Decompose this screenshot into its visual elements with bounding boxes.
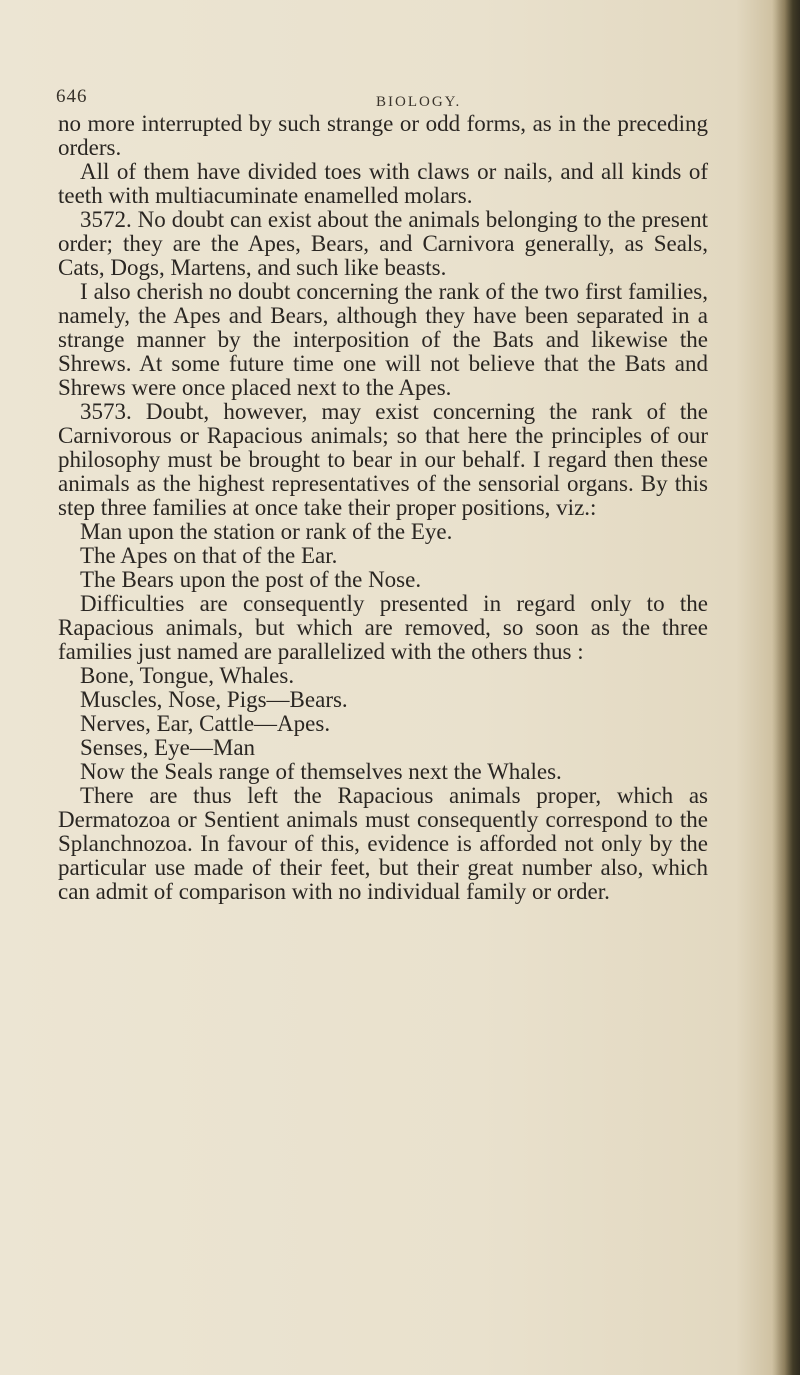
list-line: Bone, Tongue, Whales. [80,663,295,688]
list-line: Man upon the station or rank of the Eye. [80,519,453,544]
paragraph: Difficulties are consequently presented in regard only to the Rapacious animals, but which are removed, so soon as the three families just named are parallelized with the others thus : [58,591,708,664]
paragraph: no more interrupted by such strange or odd forms, as in the preceding orders. [58,111,708,160]
paragraph: I also cherish no doubt concerning the rank of the two first families, namely, the Apes and Bears, although they have been separated in a strange manner by the interposition of the Bats and likewise the Shrews. At some future time one will not believe that the Bats and Shrews were once placed next to the Apes. [58,279,708,400]
running-head: BIOLOGY. [376,94,462,110]
paragraph: 3573. Doubt, however, may exist concerning the rank of the Carnivorous or Rapacious animals; so that here the principles of our philosophy must be brought to bear in our behalf. I regard then these animals as the highest representatives of the sensorial organs. By this step three families at once take their proper positions, viz.: [58,399,708,520]
list-line: The Bears upon the post of the Nose. [80,567,422,592]
list-line: Senses, Eye—Man [80,735,256,760]
list-line: The Apes on that of the Ear. [80,543,338,568]
list-line: Muscles, Nose, Pigs—Bears. [80,687,348,712]
paragraph: All of them have divided toes with claws or nails, and all kinds of teeth with multiacuminate enamelled molars. [58,159,708,208]
page-binding-edge [772,0,800,1375]
paragraph: There are thus left the Rapacious animals proper, which as Dermatozoa or Sentient animals must consequently correspond to the Splanchnozoa. In favour of this, evidence is afforded not only by the particular use made of their feet, but their great number also, which can admit of comparison with no individual family or order. [58,783,708,904]
body-text [58,112,708,904]
list-line: Nerves, Ear, Cattle—Apes. [80,711,331,736]
list-line: Now the Seals range of themselves next the Whales. [80,759,562,784]
paragraph: 3572. No doubt can exist about the animals belonging to the present order; they are the Apes, Bears, and Carnivora generally, as Seals, Cats, Dogs, Martens, and such like beasts. [58,207,708,280]
page-number: 646 [56,86,88,107]
